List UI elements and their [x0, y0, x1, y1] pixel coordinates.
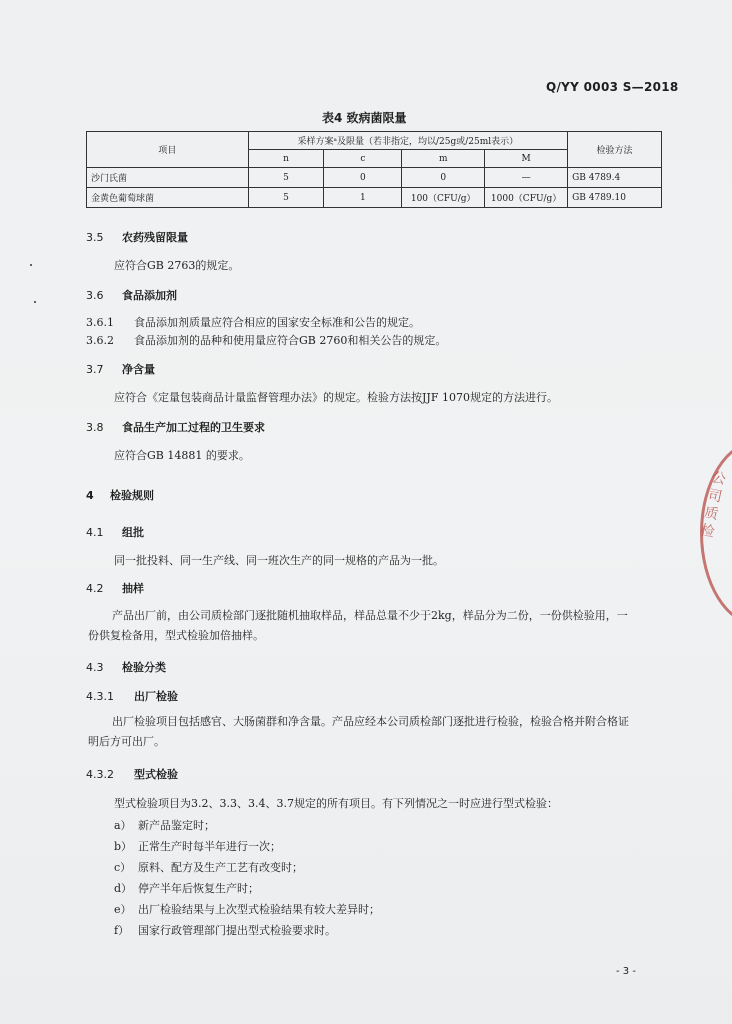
list-text: 停产半年后恢复生产时； [138, 882, 259, 895]
heading-number: 4.1 [86, 526, 104, 539]
scan-speck [30, 264, 32, 266]
heading-text: 食品生产加工过程的卫生要求 [122, 421, 265, 434]
heading-text: 食品添加剂 [122, 289, 177, 302]
heading-3-7 [86, 361, 155, 377]
paragraph-3-8: 应符合GB 14881 的要求。 [114, 449, 250, 462]
list-item [114, 901, 380, 917]
cell-c: 0 [324, 168, 402, 188]
subheader-c: c [324, 150, 402, 168]
cell-m: 100（CFU/g） [402, 188, 485, 208]
list-text: 出厂检验结果与上次型式检验结果有较大差异时； [138, 903, 380, 916]
heading-number: 3.8 [86, 421, 104, 434]
table-title: 表4 致病菌限量 [322, 111, 407, 125]
clause-number: 3.6.2 [86, 334, 114, 347]
list-item [114, 838, 281, 854]
scan-speck [34, 301, 36, 303]
list-label: a） [114, 819, 132, 832]
heading-4-2 [86, 580, 144, 596]
heading-text: 抽样 [122, 582, 144, 595]
paragraph-4-1: 同一批投料、同一生产线、同一班次生产的同一规格的产品为一批。 [114, 554, 444, 567]
list-text: 原料、配方及生产工艺有改变时； [138, 861, 303, 874]
header-method: 检验方法 [568, 132, 662, 168]
header-sampling-plan: 采样方案ᵃ及限量（若非指定，均以/25g或/25ml表示） [248, 132, 567, 150]
cell-n: 5 [248, 168, 324, 188]
cell-M: — [485, 168, 568, 188]
standard-code: Q/YY 0003 S—2018 [546, 80, 679, 94]
clause-number: 3.6.1 [86, 316, 114, 329]
clause-3-6-1 [86, 314, 420, 330]
clause-text: 食品添加剂的品种和使用量应符合GB 2760和相关公告的规定。 [134, 334, 447, 347]
list-text: 正常生产时每半年进行一次； [138, 840, 281, 853]
heading-text: 检验分类 [122, 661, 166, 674]
heading-3-5 [86, 229, 188, 245]
heading-number: 4.2 [86, 582, 104, 595]
pathogen-limit-table [86, 131, 662, 208]
list-item [114, 817, 215, 833]
list-item [114, 859, 303, 875]
heading-text: 检验规则 [110, 489, 154, 502]
heading-text: 农药残留限量 [122, 231, 188, 244]
heading-text: 出厂检验 [134, 690, 178, 703]
subheader-n: n [248, 150, 324, 168]
seal-text: 公司质检 [698, 469, 728, 541]
subheader-M: M [485, 150, 568, 168]
heading-4 [86, 487, 154, 503]
cell-item: 沙门氏菌 [87, 168, 249, 188]
heading-4-3 [86, 659, 166, 675]
subheader-m: m [402, 150, 485, 168]
list-label: f） [114, 924, 130, 937]
table-row [87, 168, 662, 188]
heading-number: 4 [86, 489, 94, 502]
heading-4-3-1 [86, 688, 178, 704]
list-text: 国家行政管理部门提出型式检验要求时。 [138, 924, 336, 937]
list-item [114, 880, 259, 896]
heading-number: 4.3.1 [86, 690, 114, 703]
cell-method: GB 4789.10 [568, 188, 662, 208]
cell-n: 5 [248, 188, 324, 208]
list-text: 新产品鉴定时； [138, 819, 215, 832]
list-label: c） [114, 861, 132, 874]
heading-number: 3.6 [86, 289, 104, 302]
paragraph-4-3-2: 型式检验项目为3.2、3.3、3.4、3.7规定的所有项目。有下列情况之一时应进行型式检验： [114, 797, 558, 810]
header-item: 项目 [87, 132, 249, 168]
heading-3-8 [86, 419, 265, 435]
cell-item: 金黄色葡萄球菌 [87, 188, 249, 208]
list-item [114, 922, 336, 938]
heading-text: 组批 [122, 526, 144, 539]
cell-m: 0 [402, 168, 485, 188]
paragraph-3-7: 应符合《定量包装商品计量监督管理办法》的规定。检验方法按JJF 1070规定的方法进行。 [114, 391, 558, 404]
heading-3-6 [86, 287, 177, 303]
heading-text: 型式检验 [134, 768, 178, 781]
heading-text: 净含量 [122, 363, 155, 376]
heading-number: 3.5 [86, 231, 104, 244]
table-row [87, 188, 662, 208]
heading-number: 3.7 [86, 363, 104, 376]
page-number: - 3 - [616, 966, 636, 977]
heading-4-1 [86, 524, 144, 540]
cell-c: 1 [324, 188, 402, 208]
heading-4-3-2 [86, 766, 178, 782]
list-label: d） [114, 882, 133, 895]
paragraph-4-2: 产品出厂前，由公司质检部门逐批随机抽取样品，样品总量不少于2kg，样品分为二份，一份供检验用，一份供复检备用，型式检验加倍抽样。 [88, 609, 628, 642]
heading-number: 4.3 [86, 661, 104, 674]
paragraph-4-3-1: 出厂检验项目包括感官、大肠菌群和净含量。产品应经本公司质检部门逐批进行检验，检验合格并附合格证明后方可出厂。 [88, 715, 629, 748]
clause-3-6-2 [86, 332, 446, 348]
clause-text: 食品添加剂质量应符合相应的国家安全标准和公告的规定。 [134, 316, 420, 329]
cell-method: GB 4789.4 [568, 168, 662, 188]
cell-M: 1000（CFU/g） [485, 188, 568, 208]
list-label: e） [114, 903, 132, 916]
heading-number: 4.3.2 [86, 768, 114, 781]
list-label: b） [114, 840, 133, 853]
paragraph-3-5: 应符合GB 2763的规定。 [114, 259, 240, 272]
